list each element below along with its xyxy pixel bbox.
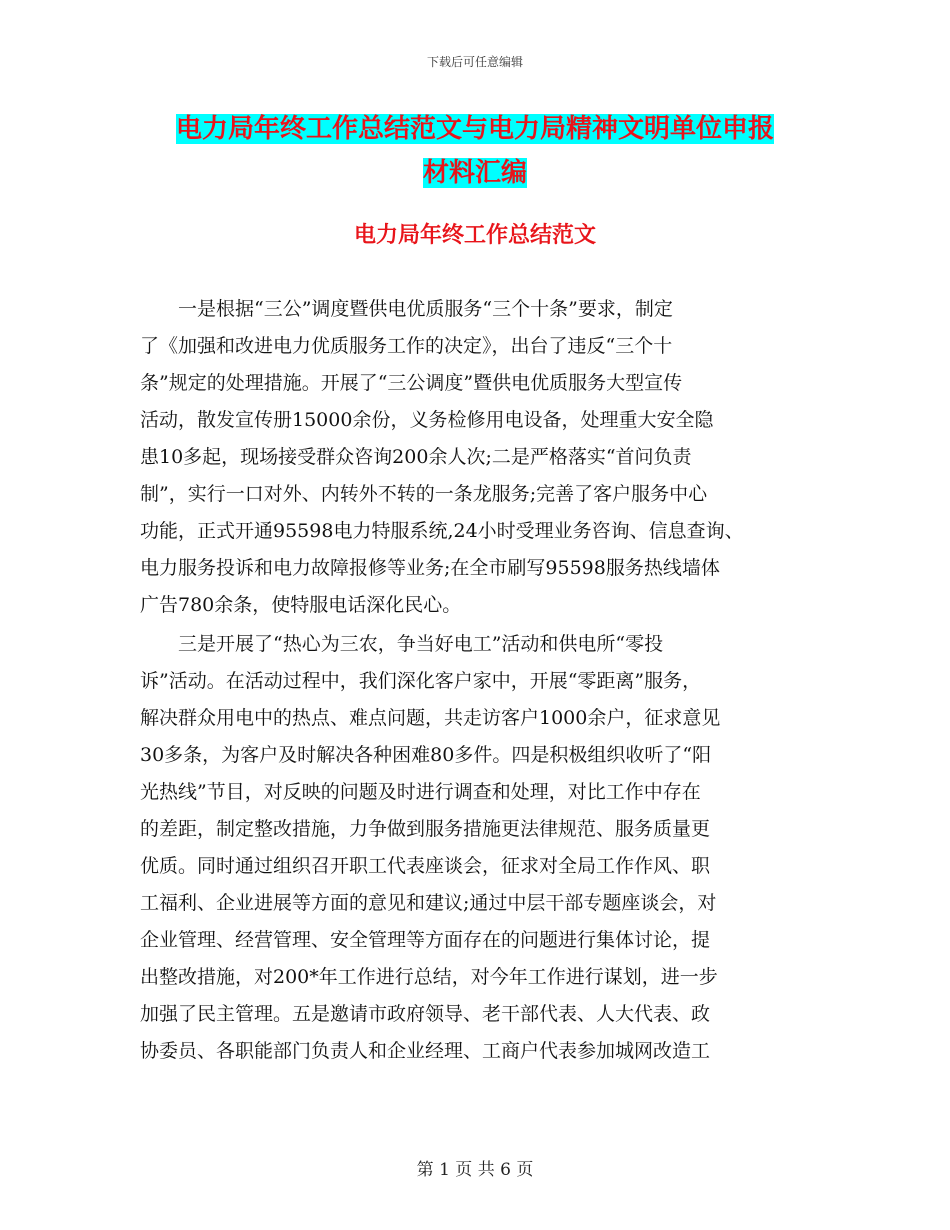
header-note: 下载后可任意编辑 (426, 55, 523, 69)
page-footer: 第 1 页 共 6 页 (416, 1160, 534, 1180)
body-line: 光热线”节目，对反映的问题及时进行调查和处理，对比工作中存在 (140, 781, 701, 803)
body-line: 解决群众用电中的热点、难点问题，共走访客户1000余户，征求意见 (140, 707, 721, 729)
body-line: 功能，正式开通95598电力特服系统,24小时受理业务咨询、信息查询、 (140, 520, 744, 542)
body-line: 患10多起，现场接受群众咨询200余人次;二是严格落实“首问负责 (140, 446, 692, 468)
body-line: 广告780余条，使特服电话深化民心。 (140, 594, 462, 616)
body-line: 协委员、各职能部门负责人和企业经理、工商户代表参加城网改造工 (140, 1040, 711, 1062)
body-line: 了《加强和改进电力优质服务工作的决定》，出台了违反“三个十 (140, 335, 673, 357)
document-title-line-2-text: 材料汇编 (422, 158, 527, 188)
body-line: 30多条，为客户及时解决各种困难80多件。四是积极组织收听了“阳 (140, 744, 712, 766)
body-line: 企业管理、经营管理、安全管理等方面存在的问题进行集体讨论，提 (140, 929, 711, 951)
document-title-line-1-text: 电力局年终工作总结范文与电力局精神文明单位申报 (175, 114, 774, 144)
body-line: 的差距，制定整改措施，力争做到服务措施更法律规范、服务质量更 (140, 818, 711, 840)
body-line: 活动，散发宣传册15000余份，义务检修用电设备，处理重大安全隐 (140, 409, 714, 431)
body-line: 加强了民主管理。五是邀请市政府领导、老干部代表、人大代表、政 (140, 1003, 711, 1025)
body-line: 条”规定的处理措施。开展了“三公调度”暨供电优质服务大型宣传 (140, 372, 683, 394)
body-line: 三是开展了“热心为三农，争当好电工”活动和供电所“零投 (140, 633, 664, 655)
body-line: 出整改措施，对200*年工作进行总结，对今年工作进行谋划，进一步 (140, 966, 718, 988)
section-title: 电力局年终工作总结范文 (353, 223, 596, 248)
body-line: 制”，实行一口对外、内转外不转的一条龙服务;完善了客户服务中心 (140, 483, 708, 505)
body-line: 电力服务投诉和电力故障报修等业务;在全市刷写95598服务热线墙体 (140, 557, 720, 579)
body-line: 诉”活动。在活动过程中，我们深化客户家中，开展“零距离”服务， (140, 670, 702, 692)
body-line: 优质。同时通过组织召开职工代表座谈会，征求对全局工作作风、职 (140, 855, 711, 877)
body-line: 一是根据“三公”调度暨供电优质服务“三个十条”要求，制定 (140, 298, 673, 320)
body-line: 工福利、企业进展等方面的意见和建议;通过中层干部专题座谈会，对 (140, 892, 717, 914)
